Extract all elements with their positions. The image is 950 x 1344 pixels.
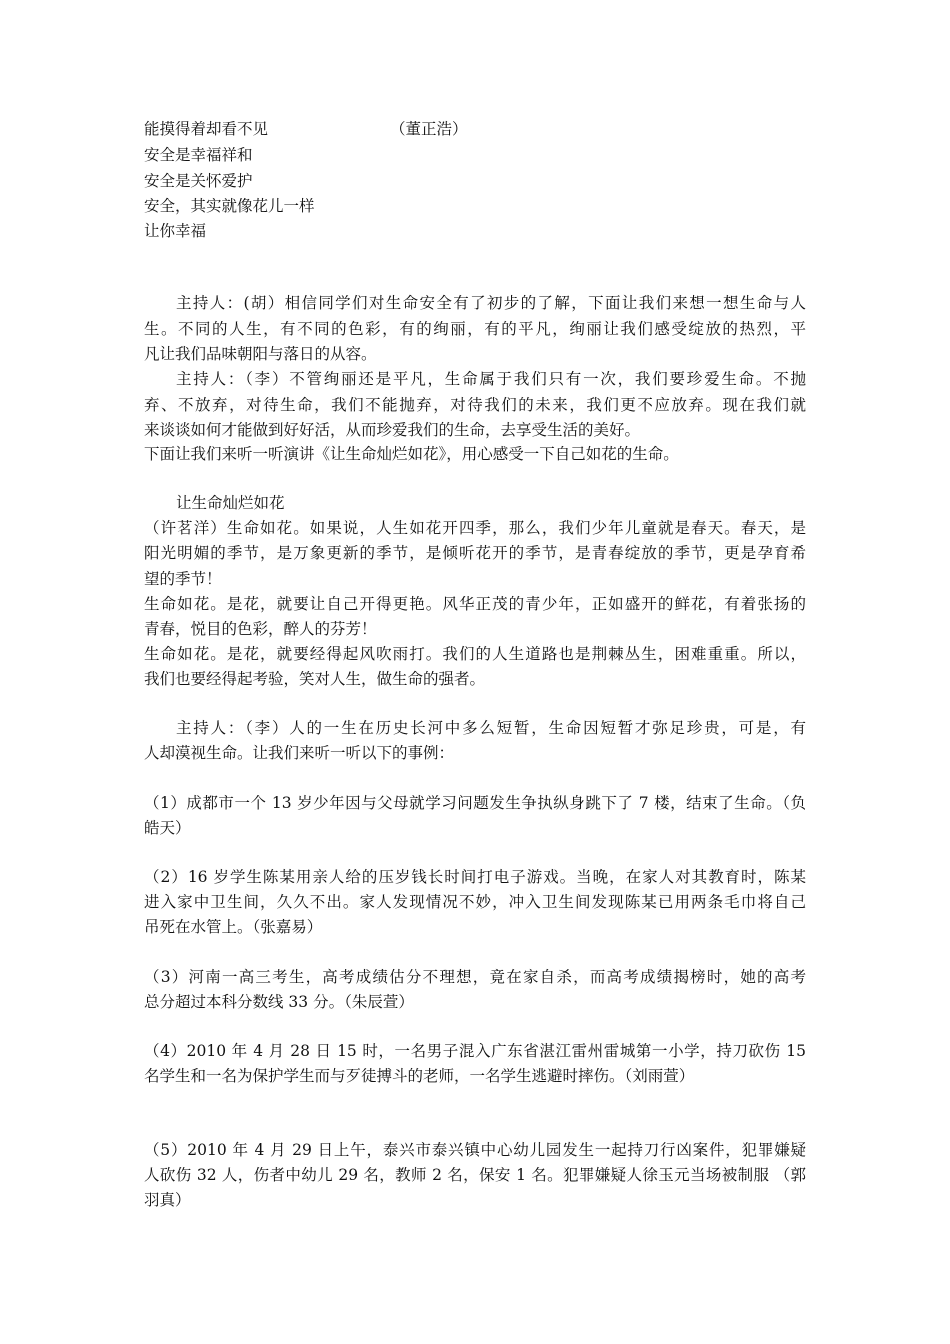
speech-title: 让生命灿烂如花 xyxy=(176,494,285,512)
case-line: 皓天） xyxy=(144,819,191,837)
case-line: （4）2010 年 4 月 28 日 15 时，一名男子混入广东省湛江雷州雷城第一小学，持刀砍伤 15 xyxy=(144,1042,806,1060)
poem-line: 安全，其实就像花儿一样 xyxy=(144,197,315,215)
paragraph-line: 来谈谈如何才能做到好好活，从而珍爱我们的生命，去享受生活的美好。 xyxy=(144,421,641,439)
speech-line: 青春，悦目的色彩，醉人的芬芳！ xyxy=(144,620,377,638)
speech-line: 我们也要经得起考验，笑对人生，做生命的强者。 xyxy=(144,670,486,688)
case-line: 名学生和一名为保护学生而与歹徒搏斗的老师，一名学生逃避时摔伤。（刘雨萱） xyxy=(144,1067,695,1085)
paragraph-line: 人却漠视生命。让我们来听一听以下的事例： xyxy=(144,744,455,762)
poem-line: 安全是关怀爱护 xyxy=(144,172,253,190)
poem-author: （董正浩） xyxy=(390,120,468,138)
paragraph-line: 凡让我们品味朝阳与落日的从容。 xyxy=(144,345,377,363)
speech-line: 生命如花。是花，就要让自己开得更艳。风华正茂的青少年，正如盛开的鲜花，有着张扬的 xyxy=(144,595,806,613)
poem-line: 能摸得着却看不见 xyxy=(144,120,269,138)
speech-line: 望的季节！ xyxy=(144,570,222,588)
case-line: 吊死在水管上。（张嘉易） xyxy=(144,918,323,936)
case-line: 总分超过本科分数线 33 分。（朱辰萱） xyxy=(144,993,414,1011)
speech-line: 生命如花。是花，就要经得起风吹雨打。我们的人生道路也是荆棘丛生，困难重重。所以， xyxy=(144,645,806,663)
speech-line: 阳光明媚的季节，是万象更新的季节，是倾听花开的季节，是青春绽放的季节，更是孕育希 xyxy=(144,544,806,562)
poem-line: 让你幸福 xyxy=(144,222,207,240)
paragraph-line: 主持人：(胡）相信同学们对生命安全有了初步的了解，下面让我们来想一想生命与人 xyxy=(176,294,806,312)
paragraph-line: 弃、不放弃，对待生命，我们不能抛弃，对待我们的未来，我们更不应放弃。现在我们就 xyxy=(144,396,806,414)
case-line: （3）河南一高三考生，高考成绩估分不理想，竟在家自杀，而高考成绩揭榜时，她的高考 xyxy=(144,968,806,986)
poem-line: 安全是幸福祥和 xyxy=(144,146,253,164)
paragraph-line: 生。不同的人生，有不同的色彩，有的绚丽，有的平凡，绚丽让我们感受绽放的热烈，平 xyxy=(144,320,806,338)
case-line: （2）16 岁学生陈某用亲人给的压岁钱长时间打电子游戏。当晚，在家人对其教育时，陈某 xyxy=(144,868,806,886)
case-line: 进入家中卫生间，久久不出。家人发现情况不妙，冲入卫生间发现陈某已用两条毛巾将自己 xyxy=(144,893,806,911)
speech-line: （许茗洋）生命如花。如果说，人生如花开四季，那么，我们少年儿童就是春天。春天，是 xyxy=(144,519,806,537)
paragraph-line: 下面让我们来听一听演讲《让生命灿烂如花》，用心感受一下自己如花的生命。 xyxy=(144,445,679,463)
case-line: 羽真） xyxy=(144,1191,191,1209)
case-line: （5）2010 年 4 月 29 日上午，泰兴市泰兴镇中心幼儿园发生一起持刀行凶案件，犯罪嫌疑 xyxy=(144,1141,806,1159)
case-line: （1）成都市一个 13 岁少年因与父母就学习问题发生争执纵身跳下了 7 楼，结束了生命。（负 xyxy=(144,794,806,812)
case-line: 人砍伤 32 人，伤者中幼儿 29 名，教师 2 名，保安 1 名。犯罪嫌疑人徐玉元当场被制服 （郭 xyxy=(144,1166,806,1184)
paragraph-line: 主持人：（李）不管绚丽还是平凡，生命属于我们只有一次，我们要珍爱生命。不抛 xyxy=(176,370,806,388)
paragraph-line: 主持人：（李）人的一生在历史长河中多么短暂，生命因短暂才弥足珍贵，可是，有 xyxy=(176,719,806,737)
